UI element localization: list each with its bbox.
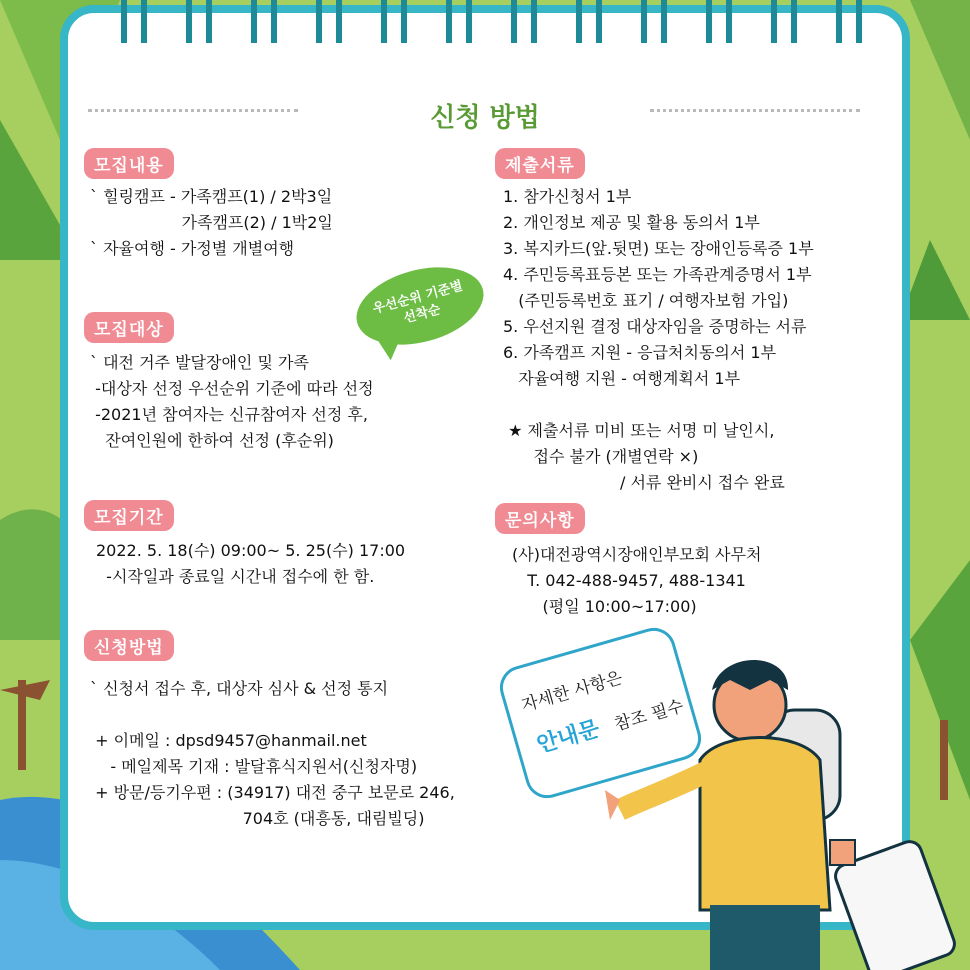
binder-ring: [121, 0, 147, 43]
recruit-target-text: ` 대전 거주 발달장애인 및 가족 -대상자 선정 우선순위 기준에 따라 선정 -2021년 참여자는 신규참여자 선정 후, 잔여인원에 한하여 선정 (후순위): [90, 353, 374, 450]
apply-method-label: 신청방법: [84, 630, 174, 661]
apply-method-text: ` 신청서 접수 후, 대상자 심사 & 선정 통지 + 이메일 : dpsd9457@hanmail.net - 메일제목 기재 : 발달휴식지원서(신청자명) + 방문/등기우편 : (34917) 대전 중구 보문로 246, 704호 (대흥동, 대림빌딩): [90, 679, 455, 828]
recruit-period-text: 2022. 5. 18(수) 09:00~ 5. 25(수) 17:00 -시작일과 종료일 시간내 접수에 한 함.: [96, 541, 406, 586]
recruit-content-label: 모집내용: [84, 148, 174, 179]
binder-ring: [576, 0, 602, 43]
binder-ring: [381, 0, 407, 43]
recruit-period-label: 모집기간: [84, 500, 174, 531]
note-line-3: 참조 필수: [612, 696, 687, 736]
inquiry-label: 문의사항: [495, 503, 585, 534]
binder-ring: [186, 0, 212, 43]
bubble-text: 우선순위 기준별 선착순: [371, 278, 465, 327]
binder-ring: [251, 0, 277, 43]
recruit-target-label: 모집대상: [84, 312, 174, 343]
recruit-content-text: ` 힐링캠프 - 가족캠프(1) / 2박3일 가족캠프(2) / 1박2일 ` 자율여행 - 가정별 개별여행: [90, 187, 333, 258]
note-highlight: 안내문: [534, 716, 603, 759]
note-line-1: 자세한 사항은: [519, 668, 625, 716]
documents-text: 1. 참가신청서 1부 2. 개인정보 제공 및 활용 동의서 1부 3. 복지카드(앞.뒷면) 또는 장애인등록증 1부 4. 주민등록표등본 또는 가족관계증명서 1부 (주민등록번호 표기 / 여행자보험 가입) 5. 우선지원 결정 대상자임을 증명하는 서류 6. 가족캠프 지원 - 응급처치동의서 1부 자율여행 지원 - 여행계획서 1부 ★ 제출서류 미비 또는 서명 미 날인시, 접수 불가 (개별연락 ×) / 서류 완비시 접수 완료: [503, 187, 814, 492]
binder-ring: [706, 0, 732, 43]
binder-ring: [511, 0, 537, 43]
documents-label: 제출서류: [495, 148, 585, 179]
page-title: 신청 방법: [430, 103, 540, 133]
binder-ring: [771, 0, 797, 43]
binder-ring: [641, 0, 667, 43]
binder-ring: [316, 0, 342, 43]
binder-ring: [446, 0, 472, 43]
binder-ring: [836, 0, 862, 43]
traveler-illustration: [600, 650, 970, 970]
inquiry-text: (사)대전광역시장애인부모회 사무처 T. 042-488-9457, 488-1341 (평일 10:00~17:00): [512, 545, 762, 616]
